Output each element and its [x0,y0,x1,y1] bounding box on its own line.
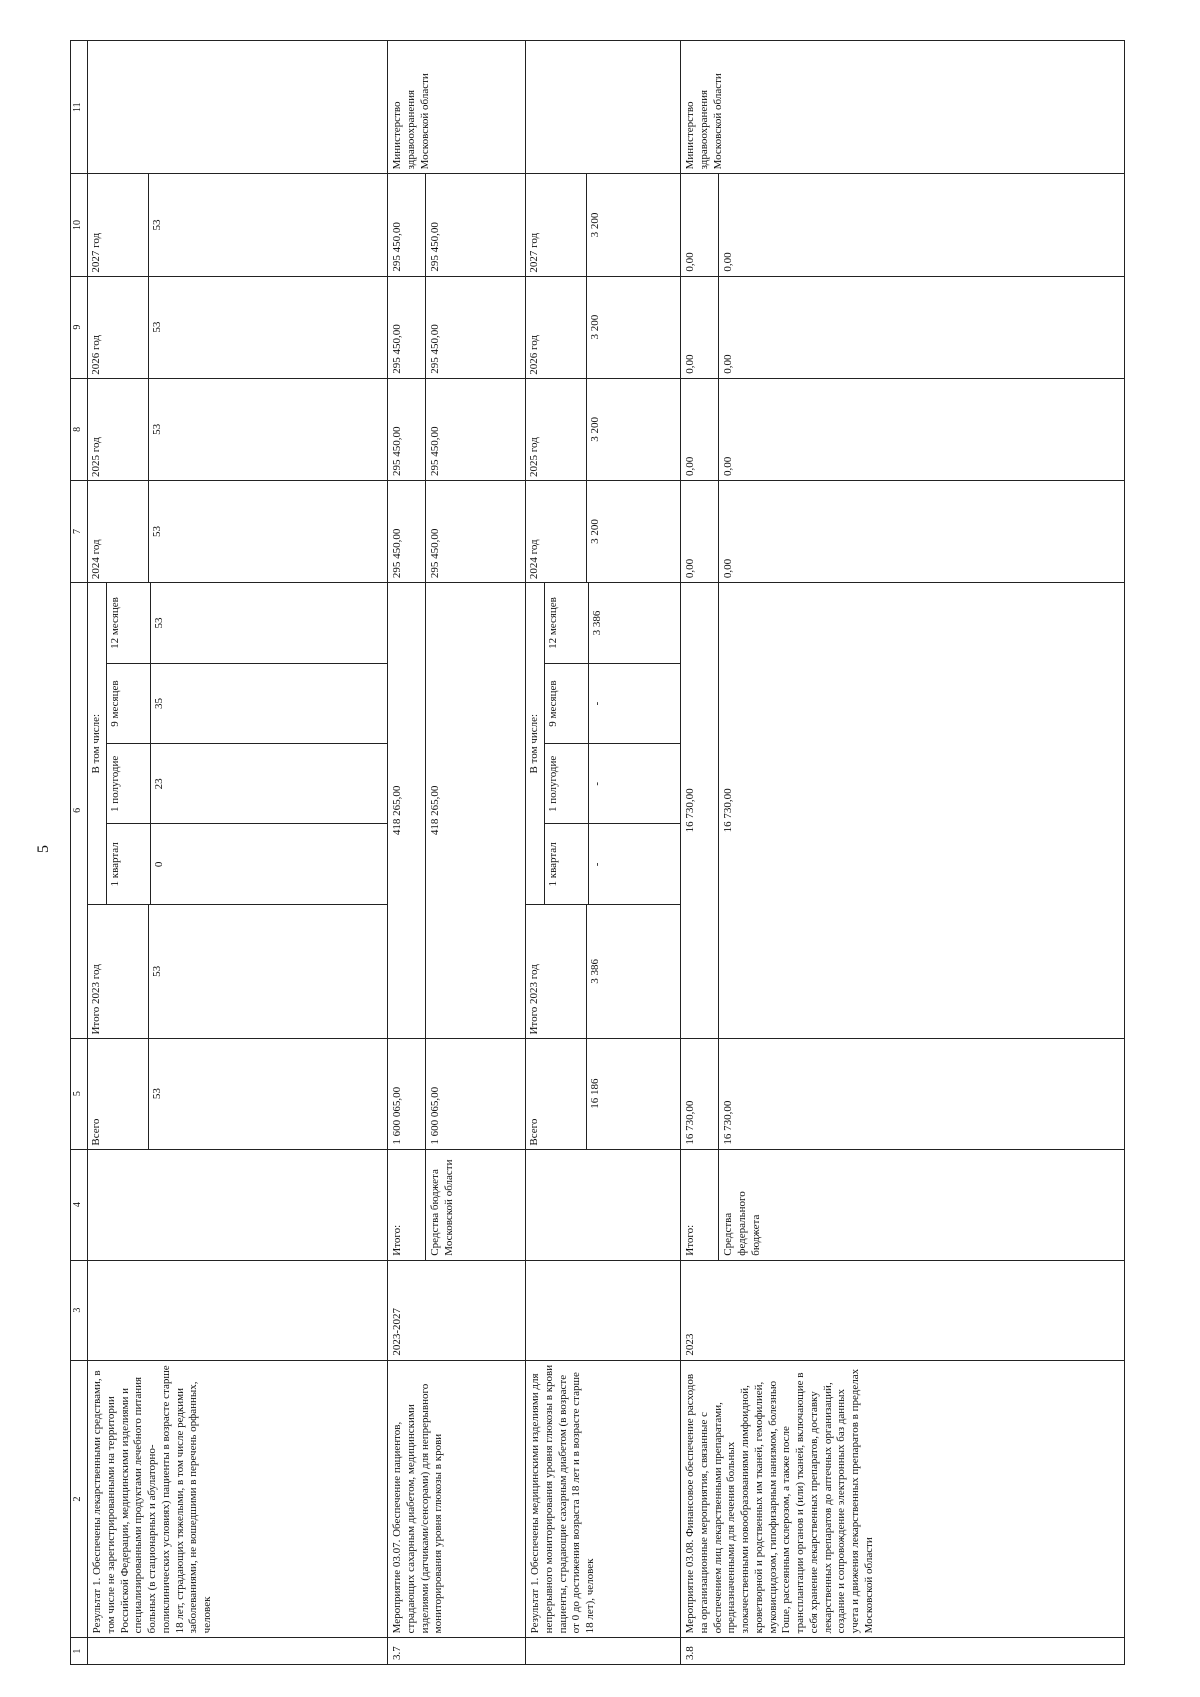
measure-3-7-2023: 418 265,00 [388,583,426,1038]
total-2023-label: Итого 2023 год [88,905,148,1037]
measure-3-7-num: 3.7 [388,1638,426,1665]
measure-3-7-2023: 418 265,00 [426,583,526,1038]
measure-3-8-2024: 0,00 [681,480,719,582]
result-2-total-2023: 3 386 [586,905,680,1037]
result-1-m12: 53 [150,583,387,663]
measure-3-8-total: 16 730,00 [681,1038,719,1149]
measure-3-7-2026: 295 450,00 [426,276,526,378]
y2026-label: 2026 год [526,277,586,378]
measure-3-7-total: 1 600 065,00 [426,1038,526,1149]
total-2023-label: Итого 2023 год [526,905,586,1037]
result-1-m9: 35 [150,663,387,743]
measure-3-7-2025: 295 450,00 [426,378,526,480]
colnum: 5 [71,1038,88,1149]
colnum: 7 [71,480,88,582]
measure-3-7-2027: 295 450,00 [426,174,526,276]
measure-3-8-num: 3.8 [681,1638,719,1665]
result-1-y2026: 53 [148,277,387,378]
result-2-y2024: 3 200 [586,481,680,582]
measure-3-8-2027: 0,00 [681,174,719,276]
y2024-label: 2024 год [526,481,586,582]
measure-3-7-2027: 295 450,00 [388,174,426,276]
measure-3-8-2023: 16 730,00 [681,583,719,1038]
colnum: 8 [71,378,88,480]
measure-3-7-period: 2023-2027 [388,1260,526,1360]
measure-3-7-2025: 295 450,00 [388,378,426,480]
measure-3-8-2024: 0,00 [719,480,1125,582]
m9-label: 9 месяцев [106,663,150,743]
result-1-total: 53 [148,1039,387,1149]
measure-3-7-total-row [388,41,426,1665]
y2025-label: 2025 год [526,379,586,480]
measure-3-8-executor: Министерство здравоохранения Московской области [681,41,1125,174]
y2024-label: 2024 год [88,481,148,582]
y2026-label: 2026 год [88,277,148,378]
result-2-text: Результат 1. Обеспечены медицинскими изделиями для непрерывного мониторирования уровня глюкозы в крови пациенты, страдающие сахарным диабетом (в возрасте от 0 до достижения возраста 18 лет и в возрасте старше 18 лет), человек [526,1360,681,1638]
colnum: 3 [71,1260,88,1360]
result-1-y2025: 53 [148,379,387,480]
h1-label: 1 полугодие [106,744,150,824]
y2025-label: 2025 год [88,379,148,480]
m12-label: 12 месяцев [106,583,150,663]
measure-3-7-total: 1 600 065,00 [388,1038,426,1149]
result-1-row [88,41,388,1665]
h1-label: 1 полугодие [544,744,588,824]
measure-3-7-source: Итого: [388,1149,426,1260]
in-that-number-label: В том числе: [526,583,544,904]
result-2-y2027: 3 200 [586,174,680,275]
program-table-sheet [70,40,1125,1665]
measure-3-8-2025: 0,00 [719,378,1125,480]
page-number: 5 [35,845,52,853]
measure-3-7-2024: 295 450,00 [388,480,426,582]
result-2-q1: - [588,824,680,904]
total-label: Всего [526,1039,586,1149]
measure-3-8-text: Мероприятие 03.08. Финансовое обеспечение расходов на организационные мероприятия, связанные с обеспечением лиц лекарственными препаратами, предназначенными для лечения больных злокачественными новообразованиями лимфоидной, кроветворной и родственных им тканей, гемофилией, муковисцидозом, гипофизарным нанизмом, болезнью Гоше, рассеянным склерозом, а также после трансплантации органов и (или) тканей, включающие в себя хранение лекарственных препаратов, доставку лекарственных препаратов до аптечных организаций, создание и сопровождение электронных баз данных учета и движения лекарственных препаратов в пределах Московской области [681,1360,1125,1638]
measure-3-8-2025: 0,00 [681,378,719,480]
result-2-y2026: 3 200 [586,277,680,378]
result-2-m9: - [588,663,680,743]
q1-label: 1 квартал [544,824,588,904]
m9-label: 9 месяцев [544,663,588,743]
result-2-row [526,41,681,1665]
colnum: 1 [71,1638,88,1665]
measure-3-7-2024: 295 450,00 [426,480,526,582]
measure-3-7-text: Мероприятие 03.07. Обеспечение пациентов, страдающих сахарным диабетом, медицинскими изделиями (датчиками/сенсорами) для непрерывного мониторирования уровня глюкозы в крови [388,1360,526,1638]
measure-3-8-total: 16 730,00 [719,1038,1125,1149]
result-2-total: 16 186 [586,1039,680,1149]
colnum: 6 [71,583,88,1038]
measure-3-7-source: Средства бюджета Московской области [426,1149,526,1260]
measure-3-8-source: Итого: [681,1149,719,1260]
measure-3-8-2026: 0,00 [719,276,1125,378]
total-label: Всего [88,1039,148,1149]
measure-3-8-total-row [681,41,719,1665]
measure-3-7-executor: Министерство здравоохранения Московской области [388,41,526,174]
measure-3-8-2023: 16 730,00 [719,583,1125,1038]
result-2-h1: - [588,744,680,824]
colnum: 9 [71,276,88,378]
measure-3-8-period: 2023 [681,1260,1125,1360]
result-1-h1: 23 [150,744,387,824]
y2027-label: 2027 год [526,174,586,275]
result-1-text: Результат 1. Обеспечены лекарственными средствами, в том числе не зарегистрированными на территории Российской Федерации, медицинскими изделиями и специализированными продуктами лечебного питания больных (в стационарных и абулаторно-поликлинических условиях) пациенты в возрасте старше 18 лет, страдающих тяжелыми, в том числе редкими заболеваниями, не вошедшими в перечень орфанных, человек [88,1360,388,1638]
result-1-y2027: 53 [148,174,387,275]
measure-3-7-2026: 295 450,00 [388,276,426,378]
result-1-q1: 0 [150,824,387,904]
result-2-m12: 3 386 [588,583,680,663]
y2027-label: 2027 год [88,174,148,275]
measure-3-8-2026: 0,00 [681,276,719,378]
m12-label: 12 месяцев [544,583,588,663]
program-table [70,40,1125,1665]
measure-3-8-source: Средства федерального бюджета [719,1149,1125,1260]
colnum: 10 [71,174,88,276]
result-2-y2025: 3 200 [586,379,680,480]
colnum: 2 [71,1360,88,1638]
colnum: 4 [71,1149,88,1260]
result-1-total-2023: 53 [148,905,387,1037]
q1-label: 1 квартал [106,824,150,904]
result-1-y2024: 53 [148,481,387,582]
in-that-number-label: В том числе: [88,583,106,904]
measure-3-8-2027: 0,00 [719,174,1125,276]
column-numbers-row [71,41,88,1665]
colnum: 11 [71,41,88,174]
